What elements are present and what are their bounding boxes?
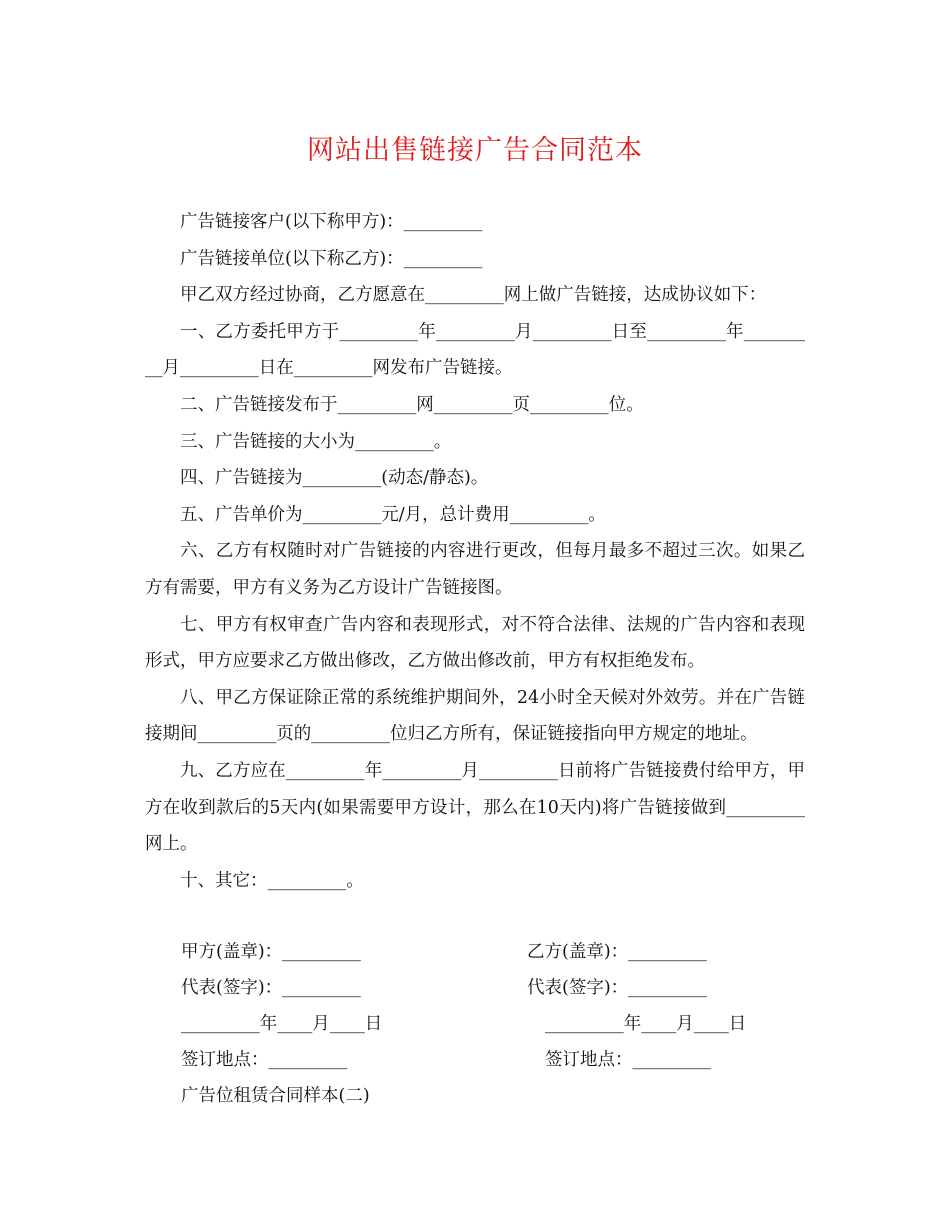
party-a-seal: 甲方(盖章)：_________ (181, 942, 361, 962)
party-b-date: _________年____月____日 (545, 1014, 747, 1034)
clause-2: 二、广告链接发布于_________网_________页_________位。 (180, 394, 644, 415)
party-a-date: _________年____月____日 (181, 1014, 383, 1034)
paragraph-party-b: 广告链接单位(以下称乙方)：_________ (180, 248, 483, 269)
clause-9: 九、乙方应在_________年_________月_________日前将广告链接费付给甲方，甲方在收到款后的5天内(如果需要甲方设计，那么在10天内)将广告链接做到_________网上。 (145, 760, 805, 855)
document-body (145, 204, 805, 899)
clause-6: 六、乙方有权随时对广告链接的内容进行更改，但每月最多不超过三次。如果乙方有需要，甲方有义务为乙方设计广告链接图。 (145, 541, 805, 598)
clause-1: 一、乙方委托甲方于_________年_________月_________日至_________年_________月_________日在_________网发布广告链接。 (145, 321, 805, 379)
party-a-representative: 代表(签字)：_________ (181, 978, 361, 998)
paragraph-agreement-intro: 甲乙双方经过协商，乙方愿意在_________网上做广告链接，达成协议如下： (180, 285, 767, 306)
clause-10: 十、其它：_________。 (180, 870, 364, 891)
next-section-title: 广告位租赁合同样本(二) (181, 1086, 370, 1106)
clause-7: 七、甲方有权审查广告内容和表现形式，对不符合法律、法规的广告内容和表现形式，甲方应要求乙方做出修改，乙方做出修改前，甲方有权拒绝发布。 (145, 614, 805, 672)
clause-8: 八、甲乙方保证除正常的系统维护期间外，24小时全天候对外效劳。并在广告链接期间_________页的_________位归乙方所有，保证链接指向甲方规定的地址。 (145, 687, 805, 745)
party-b-seal: 乙方(盖章)：_________ (527, 942, 707, 962)
document-title: 网站出售链接广告合同范本 (307, 135, 643, 166)
party-a-place: 签订地点：_________ (181, 1050, 348, 1070)
paragraph-party-a: 广告链接客户(以下称甲方)：_________ (180, 212, 483, 232)
party-b-representative: 代表(签字)：_________ (527, 978, 707, 998)
clause-5: 五、广告单价为_________元/月，总计费用_________。 (180, 504, 606, 525)
clause-3: 三、广告链接的大小为_________。 (180, 431, 452, 452)
party-b-place: 签订地点：_________ (545, 1050, 712, 1070)
clause-4: 四、广告链接为_________(动态/静态)。 (180, 468, 489, 489)
